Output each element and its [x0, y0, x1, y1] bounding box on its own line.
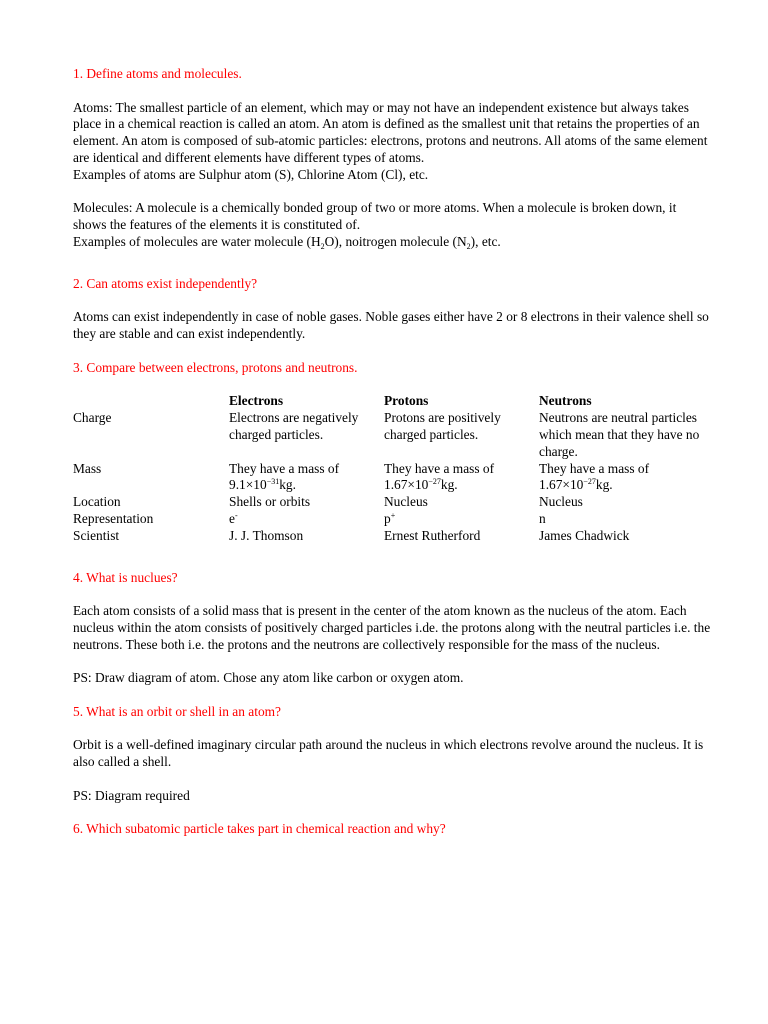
cell-protons-location: Nucleus — [384, 494, 428, 510]
cell-neutrons-charge: Neutrons are neutral particles which mean that they have no charge. — [539, 410, 700, 459]
molecules-examples: Examples of molecules are water molecule $(H_2O)$, noitrogen molecule $(N_2)$, etc. — [73, 233, 501, 251]
table-row — [73, 494, 709, 511]
question-6-heading: 6. Which subatomic particle takes part in chemical reaction and why? — [73, 821, 446, 837]
atoms-examples: Examples of atoms are Sulphur atom (S), Chlorine Atom (Cl), etc. — [73, 166, 429, 182]
cell-neutrons-location: Nucleus — [539, 494, 583, 510]
question-2-heading: 2. Can atoms exist independently? — [73, 275, 258, 291]
question-4-ps-note: PS: Draw diagram of atom. Chose any atom like carbon or oxygen atom. — [73, 670, 464, 686]
question-3-heading: 3. Compare between electrons, protons and neutrons. — [73, 359, 358, 375]
cell-electrons-location: Shells or orbits — [229, 494, 311, 510]
document-page — [73, 66, 713, 838]
cell-neutrons-representation: n — [539, 510, 546, 526]
cell-protons-charge: Protons are positively charged particles. — [384, 410, 501, 442]
cell-electrons-scientist: J. J. Thomson — [229, 527, 304, 543]
table-row — [73, 511, 709, 528]
table-row — [73, 528, 709, 545]
question-4-heading: 4. What is nuclues? — [73, 569, 178, 585]
row-label-charge: Charge — [73, 410, 112, 426]
table-row — [73, 410, 709, 460]
particle-comparison-table — [73, 393, 709, 544]
cell-neutrons-scientist: James Chadwick — [539, 527, 630, 543]
table-header-protons: Protons — [384, 393, 429, 409]
table-header-electrons: Electrons — [229, 393, 284, 409]
cell-protons-scientist: Ernest Rutherford — [384, 527, 481, 543]
cell-electrons-charge: Electrons are negatively charged particles. — [229, 410, 359, 442]
question-4-answer: Each atom consists of a solid mass that is present in the center of the atom known as the nucleus of the atom. Each nucleus within the atom consists of positively charged particles i.de. the protons along with the neutral particles i.e. the neutrons. These both i.e. the protons and the neutrons are collectively responsible for the mass of the nucleus. — [73, 603, 711, 652]
question-5-heading: 5. What is an orbit or shell in an atom? — [73, 703, 282, 719]
question-5-answer: Orbit is a well-defined imaginary circular path around the nucleus in which electrons revolve around the nucleus. It is also called a shell. — [73, 737, 704, 770]
table-row — [73, 461, 709, 495]
row-label-mass: Mass — [73, 460, 102, 476]
row-label-location: Location — [73, 494, 121, 510]
table-header-blank — [73, 393, 229, 410]
cell-neutrons-mass: They have a mass of $1.67\times 10^{-27}kg$. — [539, 460, 650, 493]
question-2-answer: Atoms can exist independently in case of noble gases. Noble gases either have 2 or 8 electrons in their valence shell so they are stable and can exist independently. — [73, 309, 709, 342]
question-1-heading: 1. Define atoms and molecules. — [73, 66, 242, 81]
cell-electrons-mass: They have a mass of $9.1\times 10^{-31}kg$. — [229, 460, 340, 493]
cell-electrons-representation: e- — [229, 510, 238, 526]
table-header-neutrons: Neutrons — [539, 393, 592, 409]
row-label-scientist: Scientist — [73, 527, 120, 543]
cell-protons-mass: They have a mass of $1.67\times 10^{-27}kg$. — [384, 460, 495, 493]
question-5-ps-note: PS: Diagram required — [73, 787, 190, 803]
cell-protons-representation: p+ — [384, 510, 396, 526]
atoms-definition: Atoms: The smallest particle of an element, which may or may not have an independent existence but always takes place in a chemical reaction is called an atom. An atom is defined as the smallest unit that retains the properties of an element. An atom is composed of sub-atomic particles: electrons, protons and neutrons. All atoms of the same element are identical and different elements have different types of atoms. — [73, 99, 708, 165]
molecules-definition: Molecules: A molecule is a chemically bonded group of two or more atoms. When a molecule is broken down, it shows the features of the elements it is constituted of. — [73, 200, 677, 233]
table-header-row — [73, 393, 709, 410]
row-label-representation: Representation — [73, 510, 154, 526]
